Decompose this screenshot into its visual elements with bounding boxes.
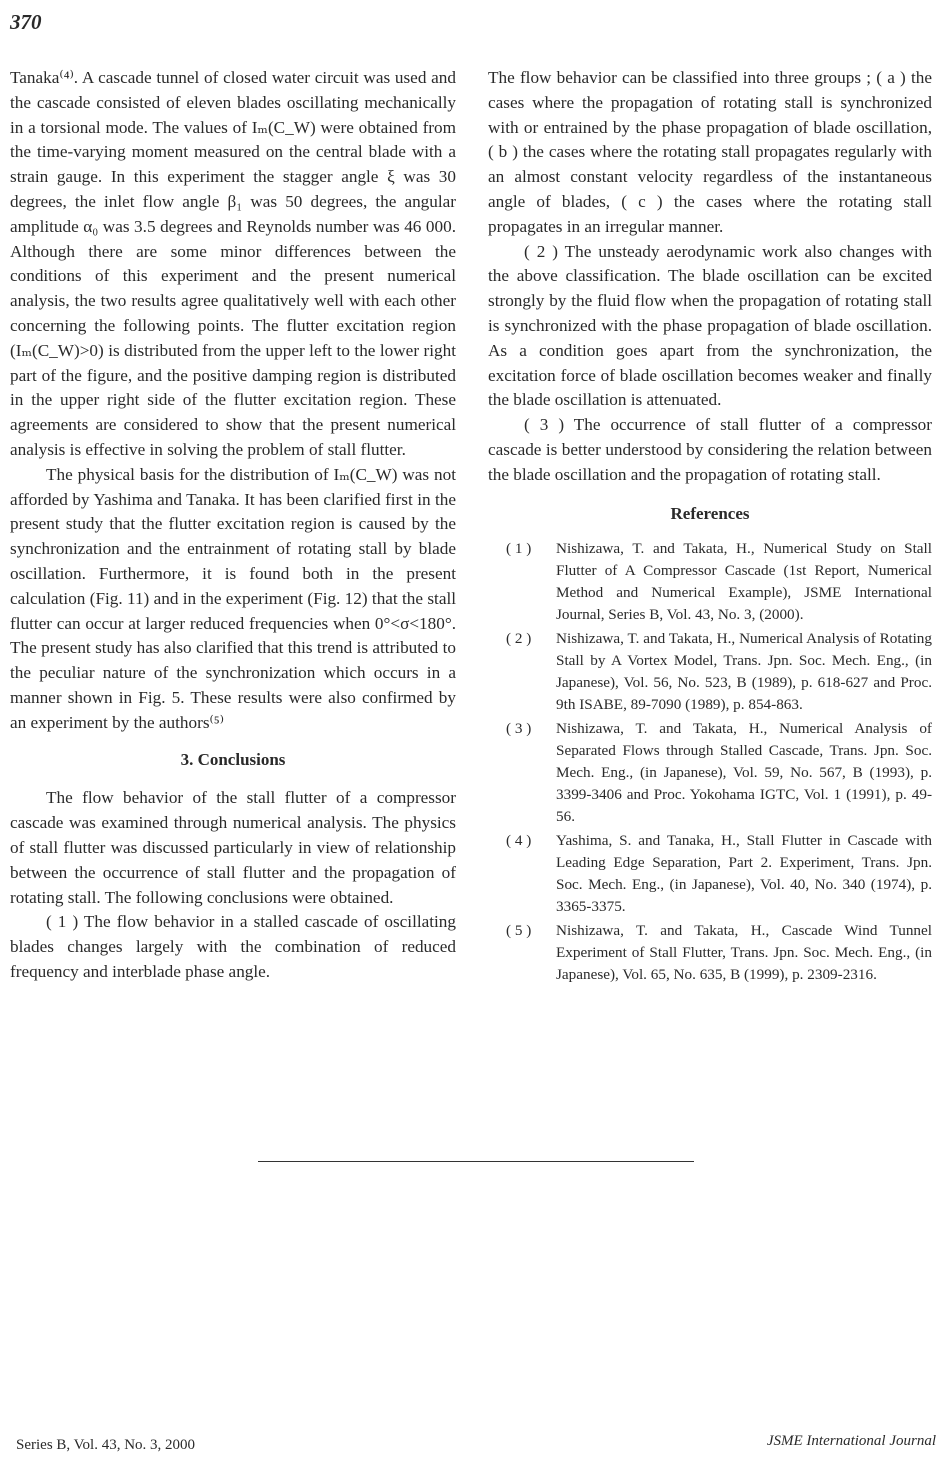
- footer-journal-series: Series B, Vol. 43, No. 3, 2000: [16, 1437, 196, 1453]
- reference-item: [488, 830, 932, 918]
- reference-number: ( 5 ): [506, 922, 532, 940]
- footer-journal-name: JSME International Journal: [766, 1433, 936, 1449]
- left-paragraph-1: Tanaka⁽⁴⁾. A cascade tunnel of closed water circuit was used and the cascade consisted of eleven blades oscillating mechanically in a torsional mode. The values of Iₘ(C_W) were obtained from the time-varying moment measured on the central blade with a strain gauge. In this experiment the stagger angle ξ was 30 degrees, the inlet flow angle β₁ was 50 degrees, the angular amplitude α₀ was 3.5 degrees and Reynolds number was 46 000. Although there are some minor differences between the conditions of this experiment and the present numerical analysis, the two results agree qualitatively well with each other concerning the following points. The flutter excitation region (Iₘ(C_W)>0) is distributed from the upper left to the lower right part of the figure, and the positive damping region is distributed in the upper right side of the flutter excitation region. These agreements are considered to show that the present numerical analysis is effective in solving the problem of stall flutter.: [10, 68, 456, 459]
- reference-text: Nishizawa, T. and Takata, H., Cascade Wind Tunnel Experiment of Stall Flutter, Trans. Jpn. Soc. Mech. Eng., (in Japanese), Vol. 65, No. 635, B (1999), p. 2309-2316.: [556, 922, 932, 984]
- end-rule-divider: [258, 1161, 694, 1162]
- left-column: [10, 66, 456, 985]
- reference-number: ( 3 ): [506, 720, 532, 738]
- reference-number: ( 1 ): [506, 540, 532, 558]
- reference-item: [488, 718, 932, 828]
- reference-text: Nishizawa, T. and Takata, H., Numerical Analysis of Rotating Stall by A Vortex Model, Trans. Jpn. Soc. Mech. Eng., (in Japanese), Vol. 56, No. 523, B (1989), p. 618-627 and Proc. 9th ISABE, 89-7090 (1989), p. 854-863.: [556, 630, 932, 714]
- reference-number: ( 2 ): [506, 630, 532, 648]
- reference-list: [488, 538, 932, 986]
- conclusion-2: ( 2 ) The unsteady aerodynamic work also changes with the above classification. The blade oscillation can be excited strongly by the fluid flow when the propagation of rotating stall is synchronized with the phase propagation of blade oscillation. As a condition goes apart from the synchronization, the excitation force of blade oscillation becomes weaker and finally the blade oscillation is attenuated.: [488, 241, 932, 410]
- section-heading-conclusions: 3. Conclusions: [180, 749, 286, 769]
- reference-text: Nishizawa, T. and Takata, H., Numerical Analysis of Separated Flows through Stalled Cascade, Trans. Jpn. Soc. Mech. Eng., (in Japanese), Vol. 59, No. 567, B (1993), p. 3399-3406 and Proc. Yokohama IGTC, Vol. 1 (1991), p. 49-56.: [556, 720, 932, 826]
- reference-item: [488, 538, 932, 626]
- left-paragraph-2: The physical basis for the distribution of Iₘ(C_W) was not afforded by Yashima and Tanaka. It has been clarified first in the present study that the flutter excitation region is caused by the synchronization and the entrainment of rotating stall by blade oscillation. Furthermore, it is found both in the present calculation (Fig. 11) and in the experiment (Fig. 12) that the stall flutter can occur at larger reduced frequencies when 0°<σ<180°. The present study has also clarified that this trend is attributed to the peculiar nature of the synchronization which occurs in a manner shown in Fig. 5. These results were also confirmed by an experiment by the authors⁽⁵⁾: [10, 464, 456, 732]
- conclusion-1: ( 1 ) The flow behavior in a stalled cascade of oscillating blades changes largely with the combination of reduced frequency and interblade phase angle.: [10, 912, 456, 981]
- reference-item: [488, 920, 932, 986]
- references-heading: References: [670, 503, 750, 523]
- conclusion-1-continued: The flow behavior can be classified into three groups ; ( a ) the cases where the propagation of rotating stall is synchronized with or entrained by the phase propagation of blade oscillation, ( b ) the cases where the rotating stall propagates regularly with an almost constant velocity regardless of the instantaneous angle of blades, ( c ) the cases where the rotating stall propagates in an irregular manner.: [488, 68, 932, 236]
- page-number: 370: [10, 10, 42, 34]
- conclusion-3: ( 3 ) The occurrence of stall flutter of a compressor cascade is better understood by considering the relation between the blade oscillation and the propagation of rotating stall.: [488, 415, 932, 484]
- right-column: [488, 66, 932, 988]
- reference-text: Nishizawa, T. and Takata, H., Numerical Study on Stall Flutter of A Compressor Cascade (1st Report, Numerical Method and Numerical Example), JSME International Journal, Series B, Vol. 43, No. 3, (2000).: [556, 540, 932, 624]
- reference-item: [488, 628, 932, 716]
- left-paragraph-3: The flow behavior of the stall flutter of a compressor cascade was examined through numerical analysis. The physics of stall flutter was discussed particularly in view of relationship between the occurrence of stall flutter and the propagation of rotating stall. The following conclusions were obtained.: [10, 788, 456, 907]
- reference-text: Yashima, S. and Tanaka, H., Stall Flutter in Cascade with Leading Edge Separation, Part 2. Experiment, Trans. Jpn. Soc. Mech. Eng., (in Japanese), Vol. 40, No. 340 (1974), p. 3365-3375.: [556, 832, 932, 916]
- reference-number: ( 4 ): [506, 832, 532, 850]
